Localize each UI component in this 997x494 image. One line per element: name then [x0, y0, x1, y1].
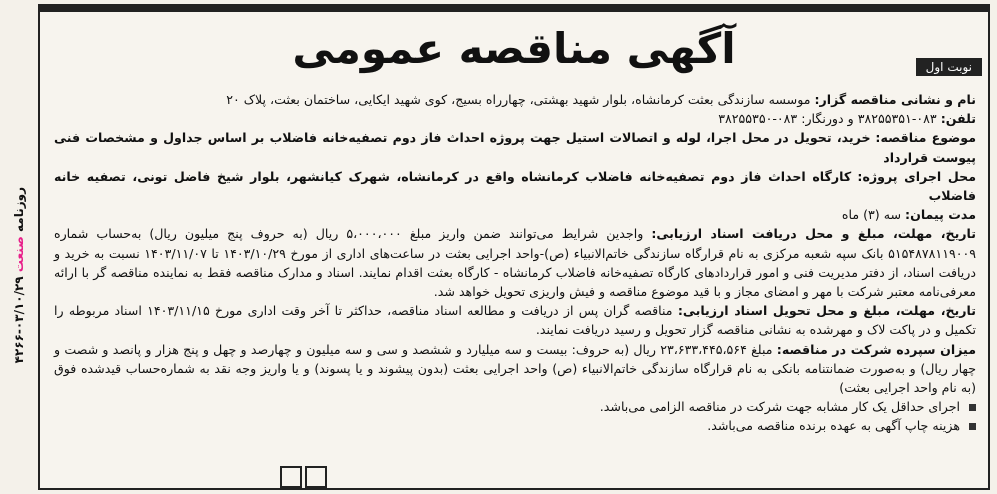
- receive-text: واجدین شرایط می‌توانند ضمن واریز مبلغ ۵،۰۰۰،۰۰۰ ریال (به حروف پنج میلیون ریال) به‌حساب شماره ۵۱۵۴۸۷۸۱۱۹۰۰۹ بانک سپه شعبه مرکزی به نام قرارگاه سازندگی خاتم‌الانبیاء (ص)-واحد اجرایی بعثت در ساعت‌های اداری از مورخ ۱۴۰۳/۱۰/۲۹ تا ۱۴۰۳/۱۱/۰۷ نسبت به خرید و دریافت اسناد، از دفتر مدیریت فنی و امور قراردادهای کارگاه تصفیه‌خانه فاضلاب کرمانشاه - کارگاه بعثت اقدام نمایند. اسناد و مدارک مناقصه فقط به نماینده مناقصه گر با ارائه معرفی‌نامه معتبر شرکت با مهر و امضای مجاز و با قید موضوع مناقصه و فیش واریزی تحویل خواهد شد.: [54, 226, 977, 300]
- ad-frame: [38, 4, 990, 490]
- issuer-label: نام و نشانی مناقصه گزار:: [814, 92, 976, 107]
- subject-paragraph: [54, 128, 976, 166]
- ad-title: آگهی مناقصه عمومی: [292, 24, 736, 73]
- square-bullet-icon: [969, 423, 976, 430]
- deposit-text: مبلغ ۲۳،۶۳۳،۴۴۵،۵۶۴ ریال (به حروف: بیست و سه میلیارد و ششصد و سی و سه میلیون و چهارصد و چهل و پنج هزار و پانصد و شصت و چهار ریال) و به‌صورت ضمانتنامه بانکی به نام قرارگاه سازندگی خاتم‌الانبیاء (ص) واحد اجرایی بعثت (بدون پیشوند و یا پسوند) و یا واریز وجه نقد به شماره‌حساب قیدشده فوق (به نام واحد اجرایی بعثت): [54, 341, 976, 396]
- top-rule: [40, 6, 988, 12]
- decorative-square: [280, 466, 302, 488]
- bullet-text: هزینه چاپ آگهی به عهده برنده مناقصه می‌باشد.: [707, 418, 960, 434]
- side-ref: ۰۳/۱۰/۲۹-۴۲۶۶: [12, 276, 26, 364]
- deliver-paragraph: [54, 301, 976, 339]
- bullet-item: [54, 416, 976, 435]
- phone-paragraph: [54, 109, 976, 128]
- phone-label: تلفن:: [940, 111, 976, 127]
- side-brand-name: صنعت: [12, 236, 26, 273]
- location-label: محل اجرای پروژه:: [857, 168, 976, 184]
- square-bullet-icon: [969, 404, 976, 411]
- side-caption: [12, 187, 26, 477]
- duration-paragraph: [54, 205, 976, 224]
- bullet-text: اجرای حداقل یک کار مشابه جهت شرکت در مناقصه الزامی می‌باشد.: [599, 399, 960, 415]
- subject-text: خرید، تحویل در محل اجرا، لوله و اتصالات استیل جهت پروژه احداث فاز دوم تصفیه‌خانه فاضلاب بر اساس جداول و مشخصات فنی پیوست قرارداد: [54, 130, 976, 165]
- first-round-badge: نوبت اول: [916, 58, 982, 76]
- duration-text: سه (۳) ماه: [841, 207, 902, 223]
- phone-text: ۰۸۳-۳۸۲۵۵۳۵۱ و دورنگار: ۰۸۳-۳۸۲۵۵۳۵۰: [718, 111, 937, 127]
- ad-body: [54, 90, 976, 436]
- location-text: کارگاه احداث فاز دوم تصفیه‌خانه فاضلاب کرمانشاه واقع در کرمانشاه، شهرک کیانشهر، بلوار شیخ فاضل تونی، تصفیه خانه فاضلاب: [54, 168, 976, 204]
- subject-label: موضوع مناقصه:: [875, 130, 976, 146]
- issuer-text: موسسه سازندگی بعثت کرمانشاه، بلوار شهید بهشتی، چهارراه بسیج، کوی شهید ایکایی، ساختمان بعثت، پلاک ۲۰: [226, 92, 811, 107]
- receive-paragraph: [54, 224, 976, 301]
- deposit-paragraph: [54, 340, 976, 398]
- bullet-item: [54, 397, 976, 416]
- location-paragraph: [54, 167, 976, 205]
- receive-label: تاریخ، مهلت، مبلغ و محل دریافت اسناد ارزیابی:: [651, 226, 977, 242]
- decorative-square: [305, 466, 327, 488]
- deposit-label: میزان سپرده شرکت در مناقصه:: [776, 341, 976, 357]
- deliver-label: تاریخ، مهلت، مبلغ و محل تحویل اسناد ارزیابی:: [677, 303, 976, 319]
- duration-label: مدت پیمان:: [905, 207, 976, 223]
- deliver-text: مناقصه گران پس از دریافت و مطالعه اسناد مناقصه، حداکثر تا آخر وقت اداری مورخ ۱۴۰۳/۱۱/۱۵ اسناد مربوطه را تکمیل و در پاکت لاک و مهرشده به نشانی مناقصه گزار تحویل و رسید دریافت نمایند.: [54, 303, 976, 338]
- side-strip: [4, 187, 30, 490]
- issuer-paragraph: [54, 90, 976, 109]
- side-brand-prefix: روزنامه: [12, 187, 26, 232]
